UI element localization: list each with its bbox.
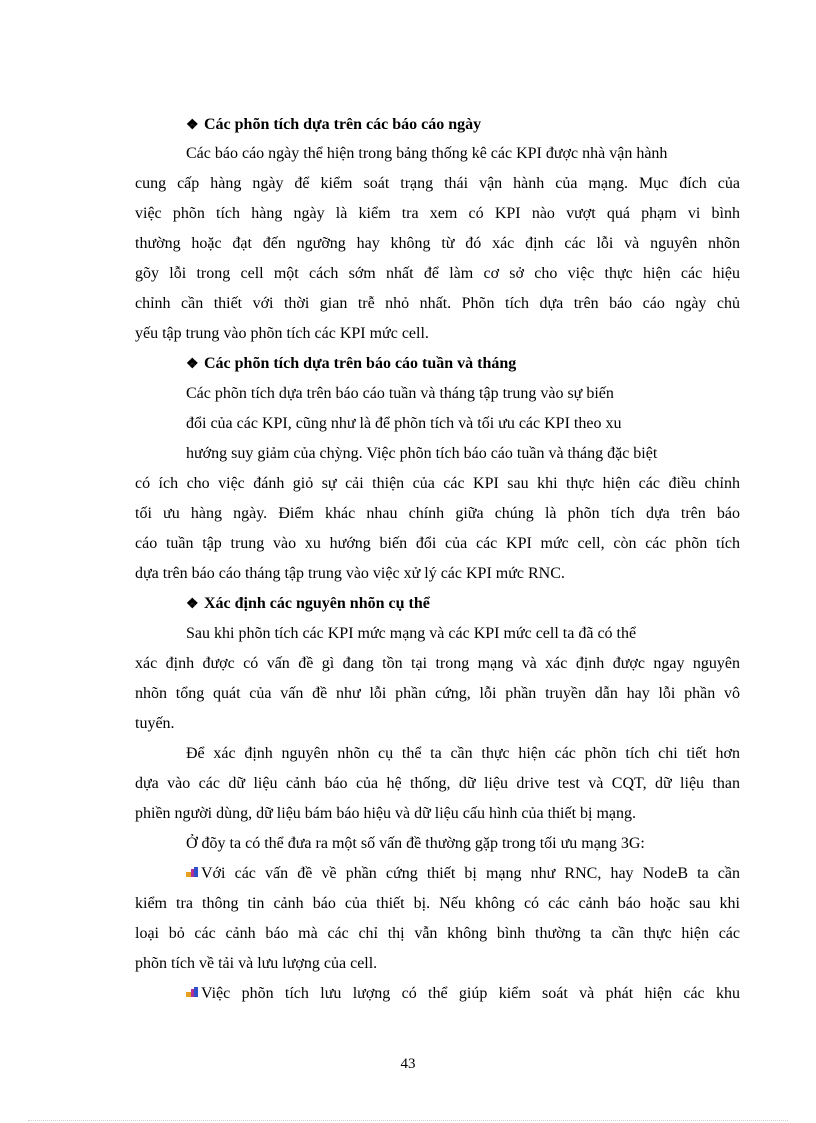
paragraph-line: yếu tập trung vào phõn tích các KPI mức cell.	[135, 325, 429, 342]
section-heading: ❖ Xác định các nguyên nhõn cụ thể	[186, 594, 430, 615]
bullet-item: Việc phõn tích lưu lượng có thể giúp kiểm soát và phát hiện các khu	[186, 984, 740, 1004]
paragraph-line: Sau khi phõn tích các KPI mức mạng và các KPI mức cell ta đã có thể	[186, 625, 637, 642]
diamond-bullet-icon: ❖	[186, 357, 199, 372]
paragraph-line: cung cấp hàng ngày để kiểm soát trạng thái vận hành của mạng. Mục đích của	[135, 175, 740, 192]
paragraph-line: hướng suy giảm của chỳng. Việc phõn tích báo cáo tuần và tháng đặc biệt	[186, 445, 658, 462]
paragraph-line: Để xác định nguyên nhõn cụ thể ta cần thực hiện các phõn tích chi tiết hơn	[186, 745, 740, 762]
section-heading: ❖ Các phõn tích dựa trên các báo cáo ngày	[186, 115, 481, 136]
paragraph-line: tối ưu hàng ngày. Điểm khác nhau chính giữa chúng là phõn tích dựa trên báo	[135, 505, 740, 522]
paragraph-line: dựa vào các dữ liệu cảnh báo của hệ thống, dữ liệu drive test và CQT, dữ liệu than	[135, 775, 740, 792]
paragraph-line: cáo tuần tập trung vào xu hướng biến đổi của các KPI mức cell, còn các phõn tích	[135, 535, 740, 552]
paragraph-line: đổi của các KPI, cũng như là để phõn tích và tối ưu các KPI theo xu	[186, 415, 622, 432]
page-bottom-divider	[28, 1120, 788, 1121]
paragraph-line: dựa trên báo cáo tháng tập trung vào việc xử lý các KPI mức RNC.	[135, 565, 565, 582]
paragraph-line: phõn tích về tải và lưu lượng của cell.	[135, 955, 378, 972]
paragraph-line: Ở đõy ta có thể đưa ra một số vấn đề thường gặp trong tối ưu mạng 3G:	[186, 835, 645, 852]
paragraph-line: thường hoặc đạt đến ngưỡng hay không từ đó xác định các lỗi và nguyên nhõn	[135, 235, 740, 252]
paragraph-line: có ích cho việc đánh giỏ sự cải thiện của các KPI sau khi thực hiện các điều chỉnh	[135, 475, 740, 492]
paragraph-line: Các phõn tích dựa trên báo cáo tuần và tháng tập trung vào sự biến	[186, 385, 614, 402]
paragraph-line: chỉnh cần thiết với thời gian trễ nhỏ nhất. Phõn tích dựa trên báo cáo ngày chủ	[135, 295, 740, 312]
paragraph-line: Các báo cáo ngày thể hiện trong bảng thống kê các KPI được nhà vận hành	[186, 145, 668, 162]
paragraph-line: xác định được có vấn đề gì đang tồn tại trong mạng và xác định được ngay nguyên	[135, 655, 740, 672]
page-number: 43	[400, 1056, 416, 1072]
paragraph-line: tuyến.	[135, 715, 175, 732]
paragraph-line: kiểm tra thông tin cảnh báo của thiết bị. Nếu không có các cảnh báo hoặc sau khi	[135, 895, 740, 912]
paragraph-line: phiền người dùng, dữ liệu bám báo hiệu và dữ liệu cấu hình của thiết bị mạng.	[135, 805, 637, 822]
paragraph-line: nhõn tổng quát của vấn đề như lỗi phần cứng, lỗi phần truyền dẫn hay lỗi phần vô	[135, 685, 740, 702]
paragraph-line: việc phõn tích hàng ngày là kiểm tra xem có KPI nào vượt quá phạm vi bình	[135, 205, 740, 222]
section-heading: ❖ Các phõn tích dựa trên báo cáo tuần và tháng	[186, 354, 516, 375]
bullet-item: Với các vấn đề về phần cứng thiết bị mạng như RNC, hay NodeB ta cần	[186, 864, 740, 884]
diamond-bullet-icon: ❖	[186, 118, 199, 133]
paragraph-line: gõy lỗi trong cell một cách sớm nhất để làm cơ sở cho việc thực hiện các hiệu	[135, 265, 740, 282]
diamond-bullet-icon: ❖	[186, 597, 199, 612]
paragraph-line: loại bỏ các cảnh báo mà các chỉ thị vẫn không bình thường ta cần thực hiện các	[135, 925, 740, 942]
colored-bullet-icon	[186, 867, 198, 879]
colored-bullet-icon	[186, 987, 198, 999]
